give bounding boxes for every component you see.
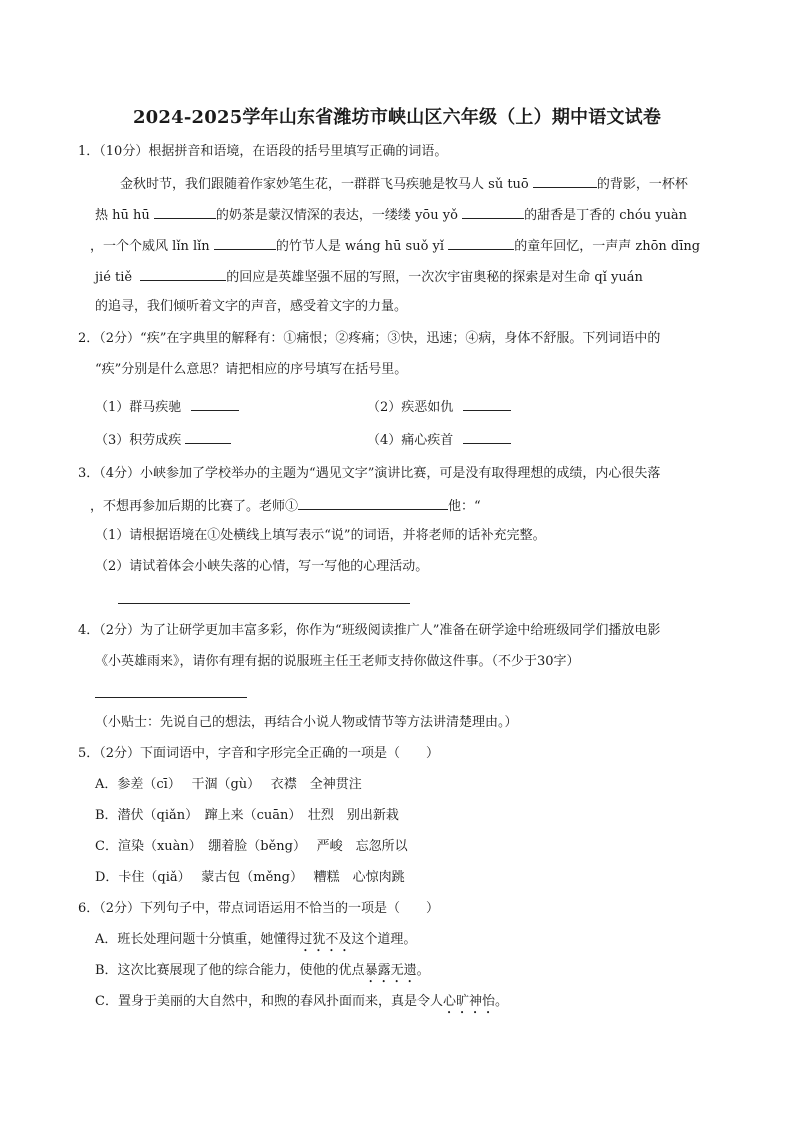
q1-text: 的甜香是丁香的 <box>524 208 616 223</box>
q1-text: 的背影，一杯杯 <box>596 177 688 192</box>
q6-text: 这个道理。 <box>351 932 417 947</box>
q1-pinyin-3: yōu yǒ <box>415 208 458 223</box>
q1-pinyin-2: hū hū <box>112 208 150 223</box>
q5-option-a[interactable]: A．参差（cī） 干涸（gù） 衣襟 全神贯注 <box>95 777 362 792</box>
q2-option-text: （1）群马疾驰 <box>95 400 182 415</box>
q1-blank-3[interactable] <box>462 205 524 219</box>
q1-blank-7[interactable] <box>140 267 226 281</box>
q6-dotted-word: 暴露无遗 <box>364 963 417 978</box>
q6-stem: 6．（2分）下列句子中，带点词语运用不恰当的一项是（ ） <box>78 901 440 916</box>
q4-stem-2: 《小英雄雨来》，请你有理有据的说服班主任王老师支持你做这件事。（不少于30字） <box>95 654 580 669</box>
q3-answer-line[interactable] <box>118 603 410 604</box>
q3-sub-1: （1）请根据语境在①处横线上填写表示“说”的词语，并将老师的话补充完整。 <box>95 528 546 543</box>
q1-blank-6[interactable] <box>448 236 514 250</box>
q2-option-text: （3）积劳成疾 <box>95 433 182 448</box>
q6-dotted-word: 心旷神怡 <box>442 994 495 1009</box>
q4-tip: （小贴士：先说自己的想法，再结合小说人物或情节等方法讲清楚理由。） <box>95 715 518 730</box>
q6-option-a[interactable] <box>95 931 416 955</box>
q1-text: ，一个个威风 <box>90 239 169 254</box>
exam-title: 2024-2025学年山东省潍坊市峡山区六年级（上）期中语文试卷 <box>132 107 662 128</box>
q5-option-b[interactable]: B．潜伏（qiǎn） 蹿上来（cuān） 壮烈 别出新栽 <box>95 808 399 823</box>
q5-option-c[interactable]: C．渲染（xuàn） 绷着脸（běng） 严峻 忘忽所以 <box>95 839 408 854</box>
q2-option-1 <box>95 397 239 417</box>
q1-line-5: 的追寻，我们倾听着文字的声音，感受着文字的力量。 <box>95 299 408 314</box>
q1-line-4 <box>95 267 643 287</box>
q1-pinyin-7b: jié tiě <box>95 270 133 285</box>
q6-text: 。 <box>416 963 430 978</box>
q2-stem-2: “疾”分别是什么意思？请把相应的序号填写在括号里。 <box>95 362 408 377</box>
q1-pinyin-5: lǐn lǐn <box>172 239 210 254</box>
q3-text: 他：“ <box>448 499 481 514</box>
q1-pinyin-6: wáng hū suǒ yǐ <box>344 239 445 254</box>
q6-text: A．班长处理问题十分慎重，她懂得 <box>95 932 300 947</box>
q1-blank-2[interactable] <box>154 205 216 219</box>
q6-dotted-word: 过犹不及 <box>299 932 352 947</box>
q1-pinyin-7: zhōn dīng <box>635 239 701 254</box>
q1-blank-1[interactable] <box>533 174 597 188</box>
q5-stem: 5．（2分）下面词语中，字音和字形完全正确的一项是（ ） <box>78 746 440 761</box>
q5-option-d[interactable]: D．卡住（qiǎ） 蒙古包（měng） 糟糕 心惊肉跳 <box>95 870 405 885</box>
q6-option-c[interactable] <box>95 993 508 1017</box>
q1-text: 的奶茶是蒙汉情深的表达，一缕缕 <box>215 208 411 223</box>
q2-option-4 <box>367 430 511 450</box>
q2-option-3 <box>95 430 231 450</box>
q6-text: C．置身于美丽的大自然中，和煦的春风扑面而来，真是令人 <box>95 994 443 1009</box>
q2-blank-2[interactable] <box>463 397 511 411</box>
q6-text: B．这次比赛展现了他的综合能力，使他的优点 <box>95 963 365 978</box>
q1-line-3 <box>90 236 700 256</box>
q1-line-2 <box>95 205 687 225</box>
q2-option-text: （2）疾恶如仇 <box>367 400 454 415</box>
q2-option-text: （4）痛心疾首 <box>367 433 454 448</box>
q3-stem-2 <box>90 496 481 516</box>
q1-blank-5[interactable] <box>214 236 276 250</box>
q3-stem-1: 3．（4分）小峡参加了学校举办的主题为“遇见文字”演讲比赛，可是没有取得理想的成绩，内心很失落 <box>78 466 661 481</box>
q1-text: 的回应是英雄坚强不屈的写照，一次次宇宙奥秘的探索是对生命 <box>226 270 591 285</box>
q1-text: 的童年回忆，一声声 <box>514 239 632 254</box>
q2-option-2 <box>367 397 511 417</box>
q2-blank-3[interactable] <box>185 430 231 444</box>
q1-line-1 <box>120 174 688 194</box>
q3-sub-2: （2）请试着体会小峡失落的心情，写一写他的心理活动。 <box>95 559 429 574</box>
q1-pinyin-8: qǐ yuán <box>594 270 643 285</box>
q2-stem-1: 2．（2分）“疾”在字典里的解释有：①痛恨；②疼痛；③快，迅速；④病，身体不舒服。下列词语中的 <box>78 331 661 346</box>
q1-text: 热 <box>95 208 109 223</box>
q1-pinyin-4: chóu yuàn <box>619 208 688 223</box>
q4-answer-line[interactable] <box>95 697 247 698</box>
q2-blank-4[interactable] <box>463 430 511 444</box>
q6-text: 。 <box>494 994 508 1009</box>
q1-pinyin-1: sǔ tuō <box>488 177 529 192</box>
q4-stem-1: 4．（2分）为了让研学更加丰富多彩，你作为“班级阅读推广人”准备在研学途中给班级同学们播放电影 <box>78 623 661 638</box>
q1-stem: 1．（10分）根据拼音和语境，在语段的括号里填写正确的词语。 <box>78 144 448 159</box>
q1-text: 的竹节人是 <box>275 239 341 254</box>
q1-text: 金秋时节，我们跟随着作家妙笔生花，一群群飞马疾驰是牧马人 <box>120 177 485 192</box>
q2-blank-1[interactable] <box>191 397 239 411</box>
q3-text: ，不想再参加后期的比赛了。老师① <box>90 499 299 514</box>
q3-blank-1[interactable] <box>298 496 448 510</box>
q6-option-b[interactable] <box>95 962 430 986</box>
